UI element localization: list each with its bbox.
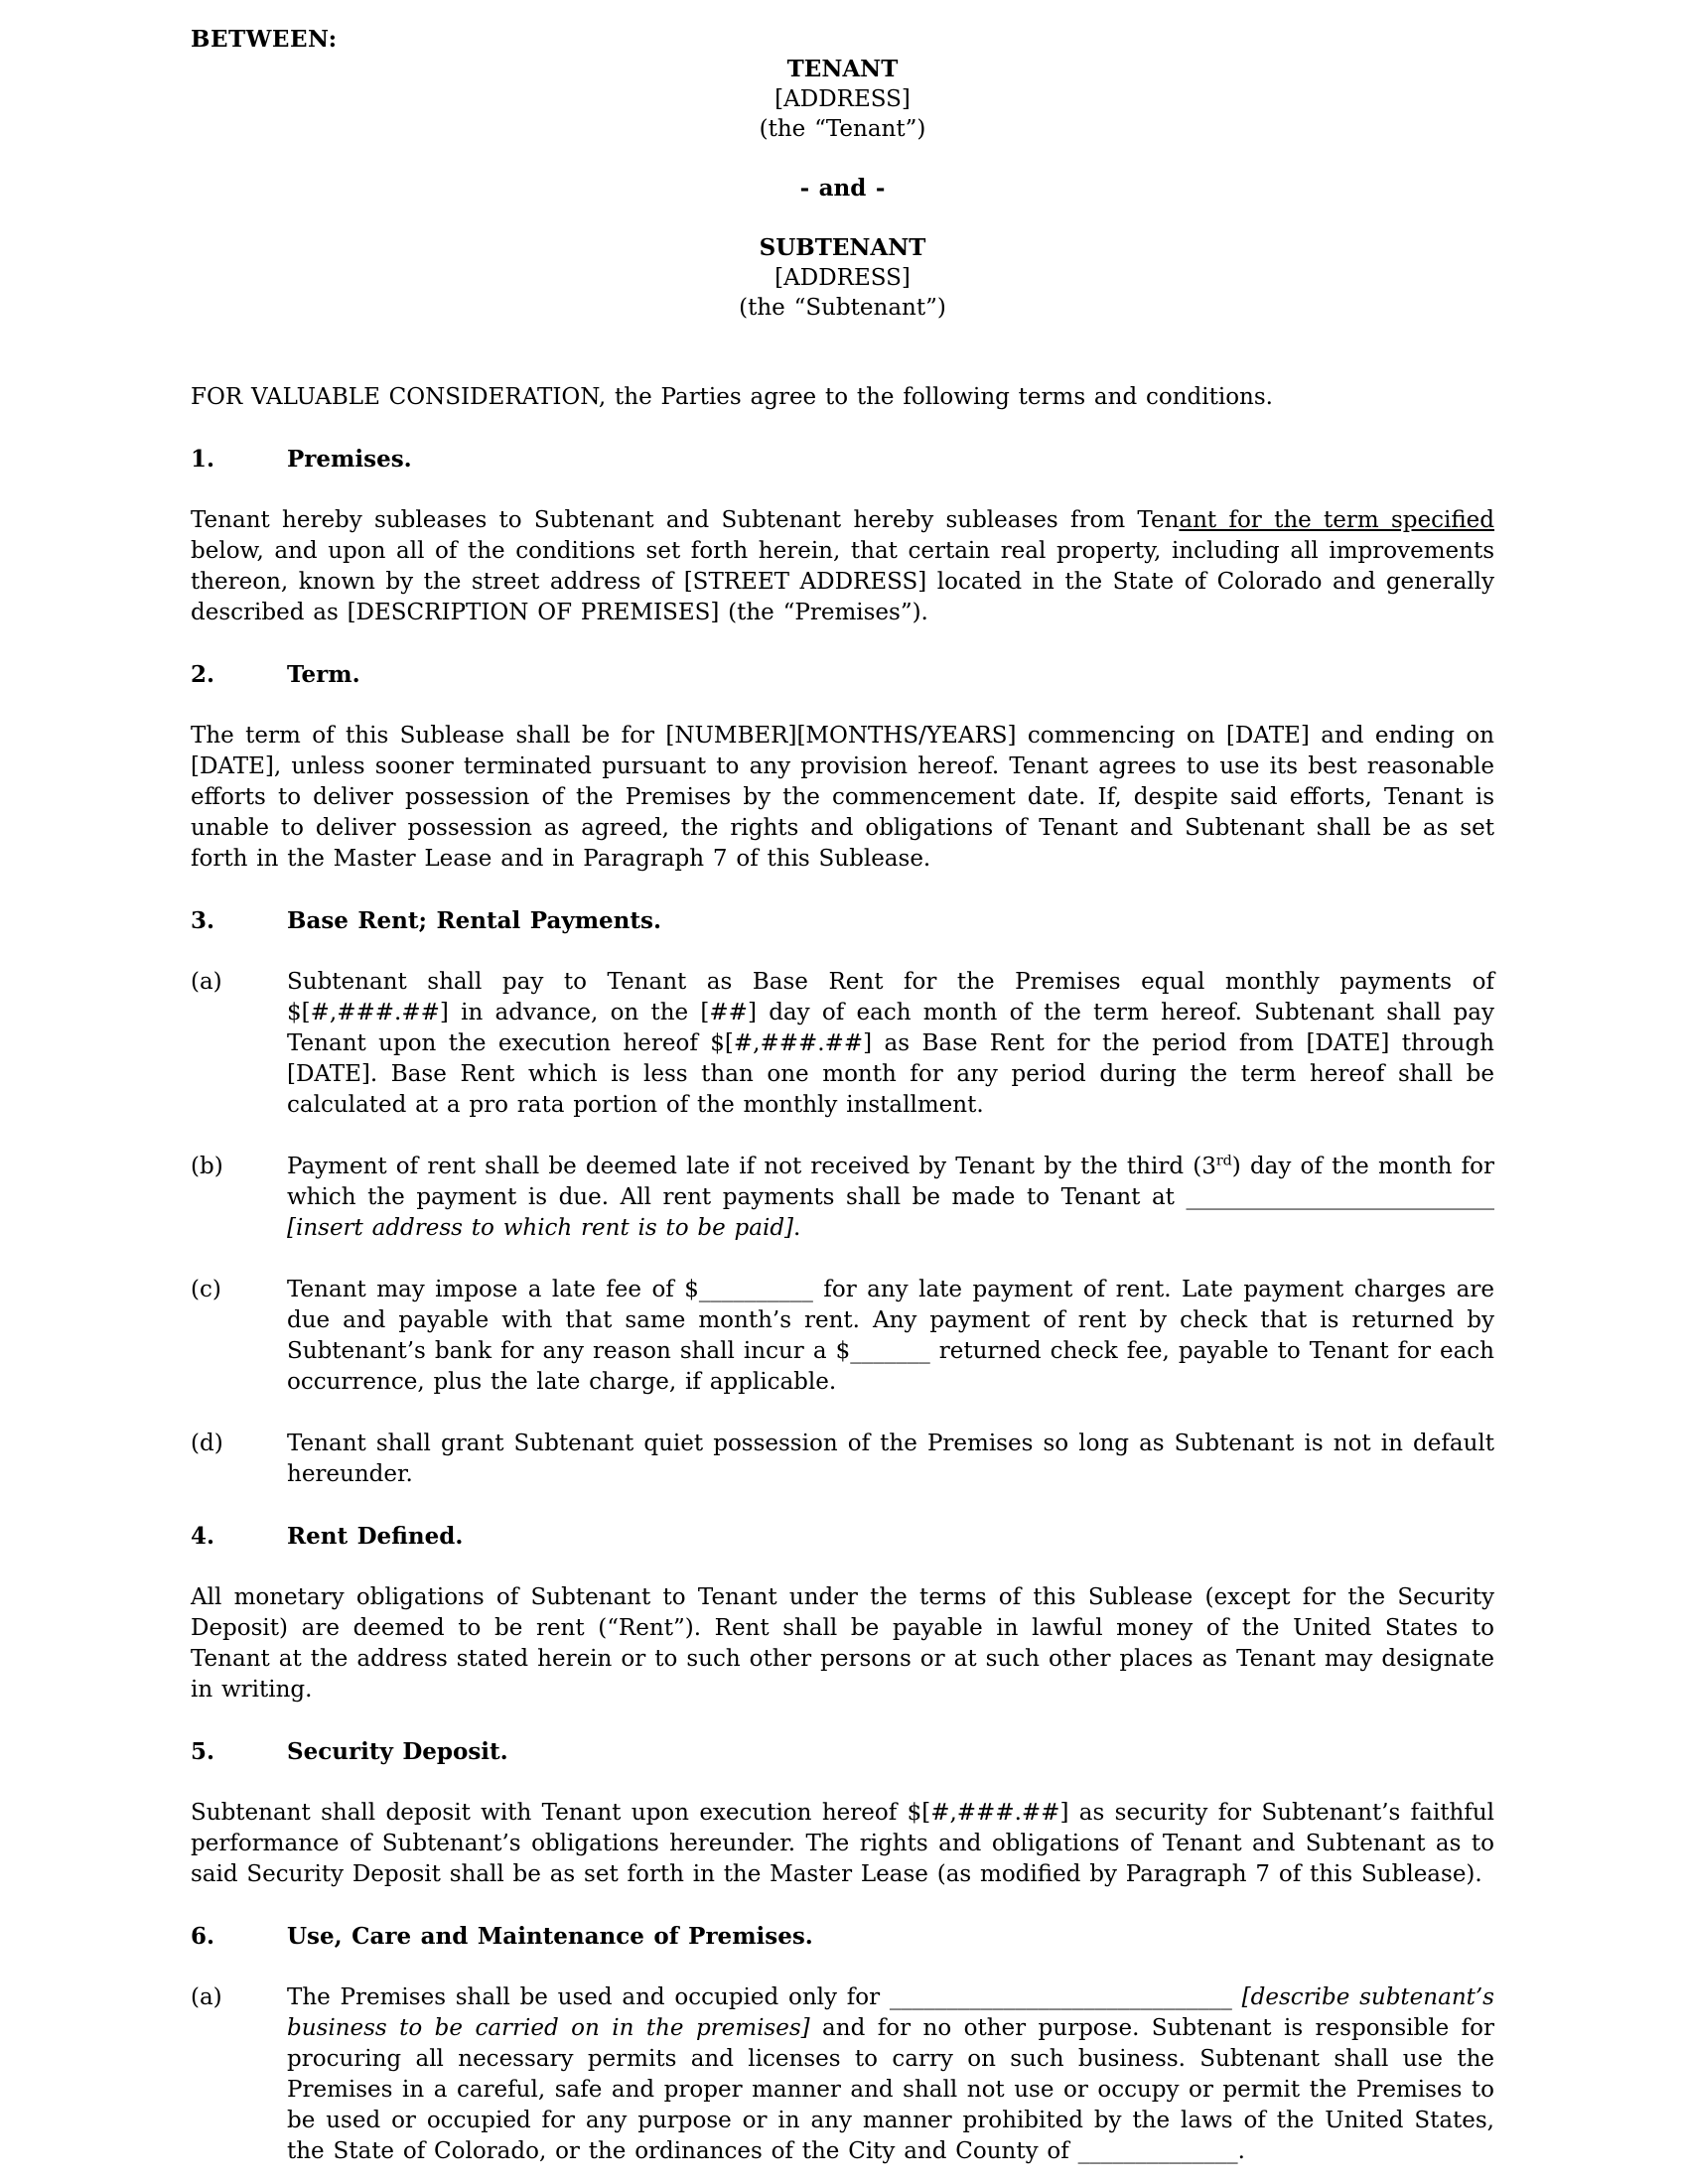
item-3a-label: (a) <box>191 969 222 995</box>
section-4-title: Rent Defined. <box>287 1523 464 1550</box>
item-3b <box>191 1152 1494 1244</box>
subtenant-name: SUBTENANT <box>759 234 926 261</box>
section-1-text-pre: Tenant hereby subleases to Subtenant and Subtenant hereby subleases from Ten <box>191 507 1180 533</box>
section-5-paragraph: Subtenant shall deposit with Tenant upon execution hereof $[#,###.##] as security for Subtenant’s faithful performance of Subtenant’s obligations hereunder. The rights and obligations of Tenant and Subtenant as to said Security Deposit shall be as set forth in the Master Lease (as modified by Paragraph 7 of this Sublease). <box>191 1800 1494 1887</box>
section-1-title: Premises. <box>287 446 412 473</box>
section-5-heading <box>191 1736 1494 1767</box>
item-6a <box>191 1982 1494 2167</box>
underlined-phrase: ant for the term specified <box>1179 507 1495 533</box>
section-2-paragraph: The term of this Sublease shall be for [NUMBER][MONTHS/YEARS] commencing on [DATE] and ending on [DATE], unless sooner terminated pursuant to any provision hereof. Tenant agrees to use its best reasonable efforts to deliver possession of the Premises by the commencement date. If, despite said efforts, Tenant is unable to deliver possession as agreed, the rights and obligations of Tenant and Subtenant shall be as set forth in the Master Lease and in Paragraph 7 of this Sublease. <box>191 723 1494 872</box>
item-3b-text-mid: ) day of the month for which the payment is due. All rent payments shall be made to Tenant at <box>287 1154 1494 1210</box>
section-3-title: Base Rent; Rental Payments. <box>287 907 661 934</box>
ordinal-superscript: rd <box>1215 1153 1232 1169</box>
section-4-paragraph: All monetary obligations of Subtenant to Tenant under the terms of this Sublease (except for the Security Deposit) are deemed to be rent (“Rent”). Rent shall be payable in lawful money of the United States to Tenant at the address stated herein or to such other persons or at such other places as Tenant may designate in writing. <box>191 1584 1494 1703</box>
fill-in-blank-use: ______________________________ <box>889 1984 1242 2010</box>
subtenant-alias: (the “Subtenant”) <box>739 295 946 321</box>
section-1-heading <box>191 444 1494 475</box>
item-6a-text <box>287 1982 1494 2167</box>
item-3b-text-end: . <box>793 1215 801 1241</box>
fill-in-blank-address: ___________________________ <box>1186 1184 1494 1210</box>
section-1-number: 1. <box>191 446 215 473</box>
italic-note-address: [insert address to which rent is to be paid] <box>287 1215 794 1241</box>
parties-block <box>191 55 1494 323</box>
section-3-number: 3. <box>191 907 215 934</box>
section-3-heading <box>191 905 1494 936</box>
tenant-name: TENANT <box>786 56 899 82</box>
item-3c-label: (c) <box>191 1277 221 1302</box>
fill-in-blank-county: ______________ <box>1077 2138 1238 2164</box>
italic-note-business: [describe subtenant’s business to be carried on in the premises] <box>287 1984 1494 2041</box>
item-6a-text-post: and for no other purpose. Subtenant is responsible for procuring all necessary permits and licenses to carry on such business. Subtenant shall use the Premises in a careful, safe and proper manner and shall not use or occupy or permit the Premises to be used or occupied for any purpose or in any manner prohibited by the laws of the United States, the State of Colorado, or the ordinances of the City and County of <box>287 2015 1494 2164</box>
item-6a-label: (a) <box>191 1984 222 2010</box>
tenant-alias: (the “Tenant”) <box>759 116 926 142</box>
section-6-heading <box>191 1921 1494 1952</box>
item-3d <box>191 1429 1494 1490</box>
item-3a <box>191 967 1494 1121</box>
section-6-number: 6. <box>191 1923 215 1950</box>
item-3c <box>191 1275 1494 1398</box>
tenant-address: [ADDRESS] <box>774 86 911 112</box>
item-3b-label: (b) <box>191 1154 223 1179</box>
section-4-number: 4. <box>191 1523 215 1550</box>
item-3b-text <box>287 1152 1494 1244</box>
section-2-number: 2. <box>191 661 215 688</box>
section-1-paragraph <box>191 505 1494 628</box>
section-5-title: Security Deposit. <box>287 1738 508 1765</box>
item-3b-text-pre: Payment of rent shall be deemed late if not received by Tenant by the third (3 <box>287 1154 1216 1179</box>
section-4-heading <box>191 1521 1494 1552</box>
subtenant-address: [ADDRESS] <box>774 265 911 291</box>
between-label: BETWEEN: <box>191 26 338 53</box>
consideration-paragraph: FOR VALUABLE CONSIDERATION, the Parties agree to the following terms and conditions. <box>191 384 1273 410</box>
section-1-text-post: below, and upon all of the conditions set forth herein, that certain real property, including all improvements thereon, known by the street address of [STREET ADDRESS] located in the State of Colorado and generally described as [DESCRIPTION OF PREMISES] (the “Premises”). <box>191 538 1494 625</box>
item-3d-text: Tenant shall grant Subtenant quiet possession of the Premises so long as Subtenant is not in default hereunder. <box>287 1431 1494 1487</box>
section-5-number: 5. <box>191 1738 215 1765</box>
item-3a-text: Subtenant shall pay to Tenant as Base Rent for the Premises equal monthly payments of $[#,###.##] in advance, on the [##] day of each month of the term hereof. Subtenant shall pay Tenant upon the execution hereof $[#,###.##] as Base Rent for the period from [DATE] through [DATE]. Base Rent which is less than one month for any period during the term hereof shall be calculated at a pro rata portion of the monthly installment. <box>287 969 1494 1118</box>
section-2-title: Term. <box>287 661 360 688</box>
section-2-heading <box>191 659 1494 690</box>
item-3c-text: Tenant may impose a late fee of $__________ for any late payment of rent. Late payment charges are due and payable with that same month’s rent. Any payment of rent by check that is returned by Subtenant’s bank for any reason shall incur a $_______ returned check fee, payable to Tenant for each occurrence, plus the late charge, if applicable. <box>287 1277 1494 1395</box>
and-separator: - and - <box>799 175 886 202</box>
item-6a-text-end: . <box>1237 2138 1245 2164</box>
item-6a-text-pre: The Premises shall be used and occupied only for <box>287 1984 890 2010</box>
section-6-title: Use, Care and Maintenance of Premises. <box>287 1923 813 1950</box>
item-3d-label: (d) <box>191 1431 223 1456</box>
